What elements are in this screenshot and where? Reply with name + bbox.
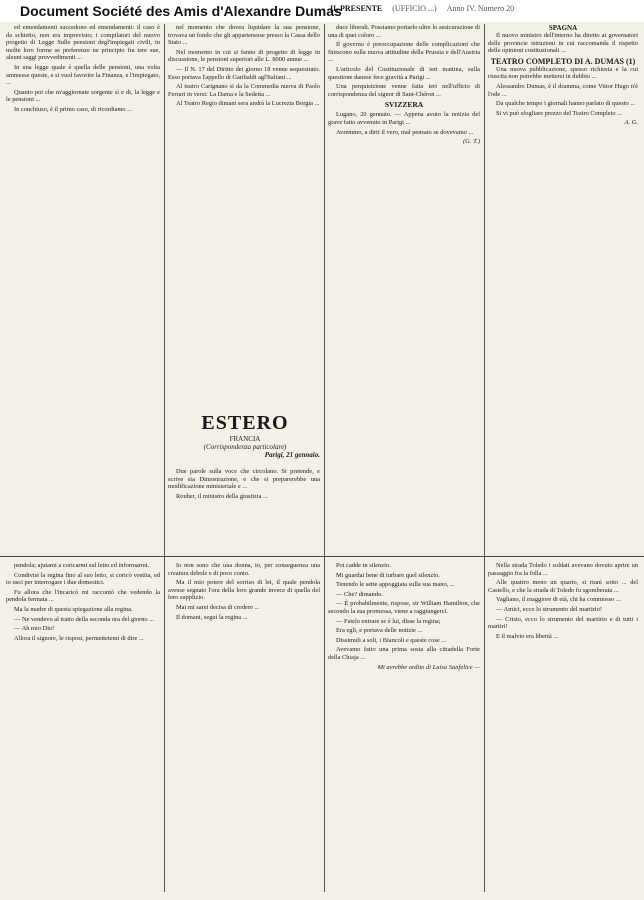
paragraph: Rouher, il ministro della giustizia ... [176,492,268,500]
signature: (G. T.) [462,138,480,146]
paragraph: Si vi può sfogliare prezzo del Teatro Completo ... [496,109,622,117]
paragraph: Dissimuli a soli, i Biancoli e queste cose ... [336,636,447,644]
paragraph: pendola; ajutami a coricarmi sul letto ed informarmi. [14,562,150,569]
paragraph: Il governo è preoccupazione delle complicazioni che finiscono sulla nuova attitudine della Prussia e dell'Austria ... [328,41,480,64]
paragraph: duce liberali. Possiamo portarlo ultre lo assicurazione di una di quei coloro ... [328,24,480,39]
paragraph: Una perquisizione venne fatta ieri nell'ufficio di corrispondenza del signor di Sant-Chéron ... [328,83,480,98]
paragraph: Mi guardai bene di turbare quel silenzio. [336,571,440,579]
paragraph: Nella strada Toledo i soldati avevano dovuto aprire un passaggio fra la folla ... [488,562,638,577]
paragraph: Era egli, e portava delle notizie ... [336,627,423,635]
paragraph: Al teatro Carignano si da la Commedia nuova di Paolo Ferrari in versi: La Dama e la Sedetta ... [168,83,320,98]
paragraph: — Ne vendevo al tratto della seconda ora del giorno ... [14,615,155,623]
estero-title: ESTERO [201,412,289,434]
paragraph: Due parole sulla voce che circolano. Si pretende, e scrive sia Dimostrazione, e che si preparerebbe una modificazione ministeriale e ... [168,468,320,491]
paragraph: Tenendo le sette appoggiata sulla sua mano, ... [336,581,455,589]
feuilleton-rule [0,556,644,557]
paragraph: Mai mi sarei decisa di credere ... [176,603,260,611]
masthead [330,4,630,13]
paragraph: Allora il signore, le risposi, permettetemi di dire ... [14,634,144,642]
paragraph: Quanto poi che m'aggiornate sorgente sì e di, la legge e le pensioni ... [6,88,160,104]
column-rule [484,24,485,892]
paragraph: Vagliano, il maggiore di età, chi ha commosso ... [496,596,621,604]
article-column-1 [6,24,160,552]
paragraph: In una legge quale è quella delle pensioni, una volta ammesse queste, e si vuol favorire la Finanza, e l'impiegato, ... [6,63,160,87]
teatro-heading: TEATRO COMPLETO DI A. DUMAS (1) [490,56,636,66]
document-header-bar [0,0,644,22]
paper-name: IL PRESENTE [330,4,383,13]
article-column-2 [168,24,320,408]
paragraph: Al Teatro Regio dimani sera andrà la Lucrezia Borgia ... [176,100,320,108]
paragraph: — Il N. 17 del Diritto dei giorno 18 venne sequestrato. Esso portava l'appello di Garibaldi agl'Italiani ... [168,65,320,81]
issue-number: Anno IV. Numero 20 [446,4,515,13]
dateline: Parigi, 21 gennaio. [264,451,320,459]
feuilleton-column-1 [6,562,160,894]
paragraph: In conchiuso, è il primo caso, di ricordiamo ... [14,105,133,113]
paragraph: — Fatelo entrare se è lui, disse la regina; [336,617,441,625]
paragraph: Alle quattro meno un quarto, si riunì sotto ... del Castello, e che la strada di Toledo fu sgomberata ... [488,579,638,594]
paragraph: Il nuovo ministro dell'interno ha diretto ai governatori delle provincie istruzioni in cui raccomanda il rispetto delle opinioni costituzionali ... [488,32,638,55]
paragraph: Condivisi la regina fino al suo letto, si coricò vestita, ed io usci per interrogare i due domestici. [6,571,160,587]
column-rule [164,24,165,892]
correspondence-note: (Corrispondenza particolare) [203,443,287,451]
signature: Mi avrebbe ordito di Luisa Sanfelice — [377,663,480,671]
paragraph: Nel momento in cui si fanno di progetto di legge in discussione, le pensioni superiori alle L. 8000 annue ... [168,48,320,64]
paragraph: ed emendamenti succedono ed emendamenti: il caso è da schietto, non era imprevisto; i compilatori del nuovo progetto di Legge Sulle pensioni degl'impiegati civili, in molte loro forme se preferenze ne principio fra tere sue, aleuni saggi provvedimenti ... [6,24,160,62]
paragraph: Alessandro Dumas, è il dramma, come Vittor Hugo n'è l'ode ... [488,82,638,98]
paragraph: — Amici, ecco lo strumento del martirio! [496,605,602,613]
signature: A. G. [624,119,638,127]
feuilleton-column-4 [488,562,638,894]
paragraph: Ma la madre di questa spiegazione alla regina. [14,605,133,613]
paragraph: — Che? dimando. [336,590,383,598]
paragraph: Ma il mio potere del sorriso di lei, il quale pendola avesse segnato l'ora della loro grande invece di quella del loro supplizio. [168,579,320,602]
paragraph: Fu allora che l'incaricò mi raccontò che vedendo la pendola fermata ... [6,588,160,604]
country-heading: FRANCIA [229,435,261,443]
section-title-svizzera: SVIZZERA [384,100,424,110]
column-rule [324,24,325,892]
paragraph: L'articolo del Costituzionale di ieri mattina, sulla questione danese fece gravità a Parigi ... [328,65,480,81]
article-column-4 [488,24,638,552]
feuilleton-column-3 [328,562,480,894]
paragraph: — Ah mio Dio! [14,625,55,633]
section-title-spagna: SPAGNA [548,24,578,32]
paragraph: Una nuova pubblicazione, spesso richiesta e la cui riuscita non potrebbe mettersi in dubbio ... [488,65,638,81]
paragraph: Avremmo, a dirti il vero, mal pensato se dovevamo ... [336,128,474,136]
paragraph: Io non sono che una donna, io, per conseguenza una creatura debole e di poco conto. [168,562,320,577]
paragraph: Lugano, 20 gennaio. — Appena avuto la notizia del grave fatto avvenuto in Parigi ... [328,111,480,126]
paragraph: E il malvio era libertà ... [496,632,559,640]
paragraph: nel momento che dovea liquidare la sua pensione, trovava un fondo che gli appartenesse presso la Cassa dello Stato ... [168,24,320,47]
header-center: (UFFICIO ...) [392,4,437,13]
paragraph: — È probabilmente, rispose, sir William Hamilton, che secondo la sua promessa, viene a raggiungerci. [328,600,480,615]
estero-body [168,468,320,554]
feuilleton-column-2 [168,562,320,894]
article-column-3 [328,24,480,552]
paragraph: Da qualche tempo i giornali hanno parlato di questo ... [496,100,636,108]
watermark-text: Document Société des Amis d'Alexandre Dumas [20,3,342,19]
paragraph: Il domani, seguì la regina ... [176,613,248,621]
paragraph: Avevamo fatto una prima sosta alla cittadella Forte della Chiaja ... [328,646,480,661]
estero-section-head [170,412,320,459]
paragraph: Poi cadde in silenzio. [336,562,391,569]
paragraph: — Cristo, ecco lo strumento del martirio e di tutti i martiri! [488,615,638,631]
